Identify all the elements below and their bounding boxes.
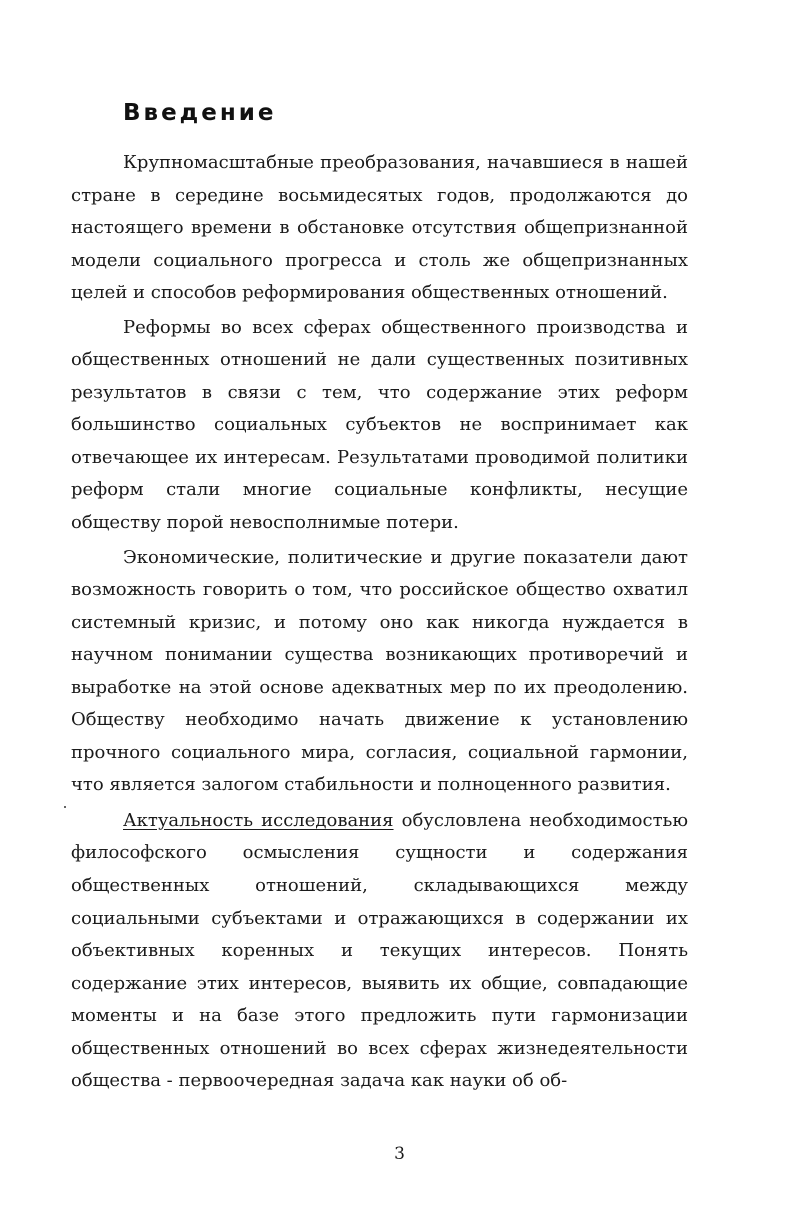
body-text (71, 147, 688, 1098)
paragraph-3: Экономические, политические и другие показатели дают возможность говорить о том, что российское общество охватил системный кризис, и потому оно как никогда нуждается в научном понимании существа возникающих противоречий и выработке на этой основе адекватных мер по их преодолению. Обществу необходимо начать движение к установлению прочного социального мира, согласия, социальной гармонии, что является залогом стабильности и полноценного развития. (71, 546, 688, 796)
margin-dot (64, 806, 66, 808)
paragraph-1: Крупномасштабные преобразования, начавшиеся в нашей стране в середине восьмидесятых годов, продолжаются до настоящего времени в обстановке отсутствия общепризнанной модели социального прогресса и столь же общепризнанных целей и способов реформирования общественных отношений. (71, 152, 688, 304)
paragraph-2: Реформы во всех сферах общественного производства и общественных отношений не дали существенных позитивных результатов в связи с тем, что содержание этих реформ большинство социальных субъектов не воспринимает как отвечающее их интересам. Результатами проводимой политики реформ стали многие социальные конфликты, несущие обществу порой невосполнимые потери. (71, 316, 688, 534)
page-number: 3 (394, 1144, 405, 1164)
underlined-term: Актуальность исследования (123, 809, 394, 831)
paragraph-4 (71, 805, 688, 1098)
section-heading: Введение (123, 100, 277, 126)
paragraph-4-text: обусловлена необходимостью философского осмысления сущности и содержания общественных отношений, складывающихся между социальными субъектами и отражающихся в содержании их объективных коренных и текущих интересов. Понять содержание этих интересов, выявить их общие, совпадающие моменты и на базе этого предложить пути гармонизации общественных отношений во всех сферах жизнедеятельности общества - первоочередная задача как науки об об- (71, 809, 688, 1092)
